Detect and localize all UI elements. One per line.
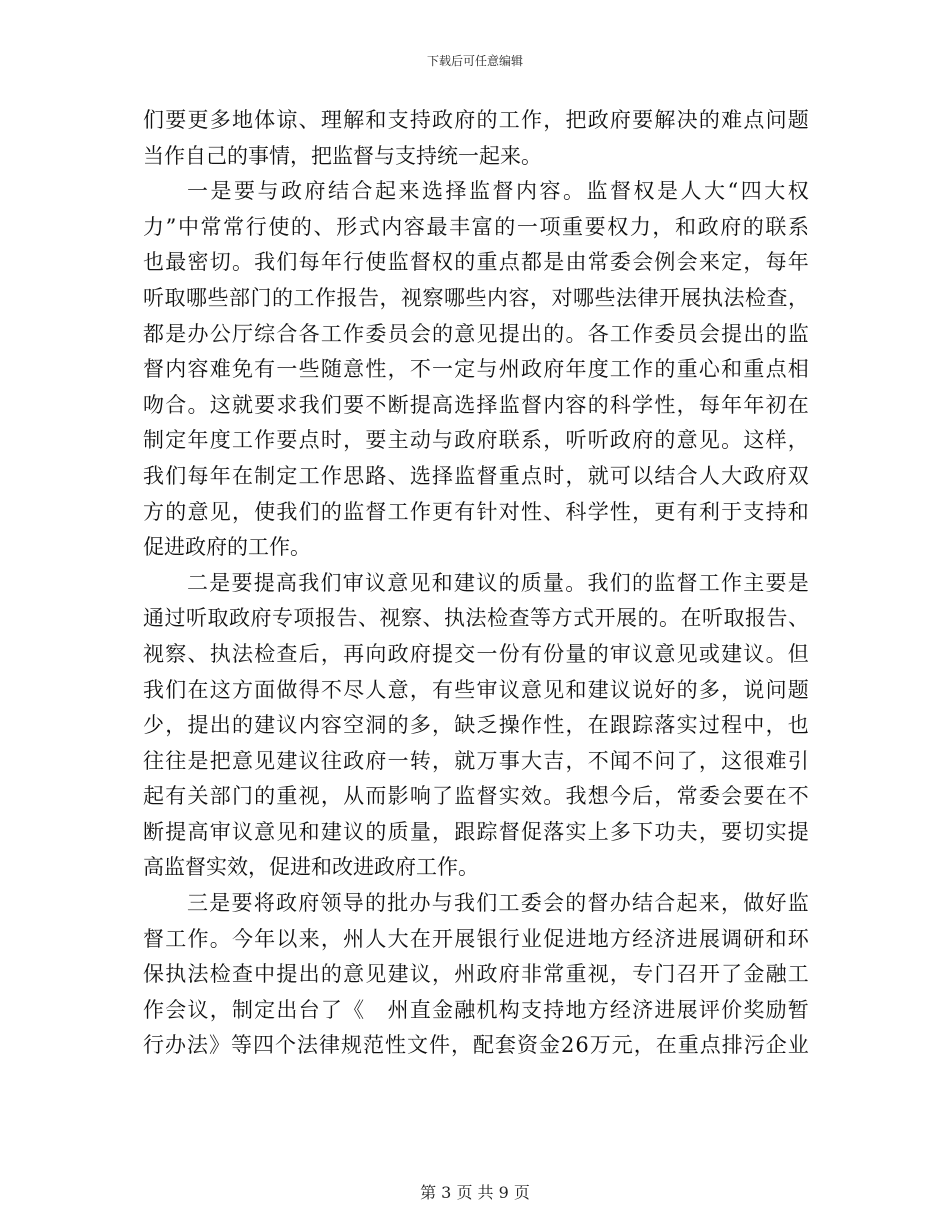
paragraph-2-line: 也 最 密 切 。 我 们 每 年 行 使 监 督 权 的 重 点 都 是 由 常 委 会 例 会 来 定 ， 每 年 [143,250,809,275]
paragraph-3-line: 二 是 要 提 高 我 们 审 议 意 见 和 建 议 的 质 量 。 我 们 的 监 督 工 作 主 要 是 [187,570,809,595]
paragraph-4-line: 保 执 法 检 查 中 提 出 的 意 见 建 议 ， 州 政 府 非 常 重 视 ， 专 门 召 开 了 金 融 工 [143,962,809,987]
paragraph-3-line: 往 往 是 把 意 见 建 议 往 政 府 一 转 ， 就 万 事 大 吉 ， 不 闻 不 问 了 ， 这 很 难 引 [143,748,809,773]
paragraph-4-line: 三 是 要 将 政 府 领 导 的 批 办 与 我 们 工 委 会 的 督 办 结 合 起 来 ， 做 好 监 [187,891,809,916]
paragraph-2-line: 制 定 年 度 工 作 要 点 时 ， 要 主 动 与 政 府 联 系 ， 听 听 政 府 的 意 见 。 这 样 ， [143,428,809,453]
paragraph-3-line: 通 过 听 取 政 府 专 项 报 告 、 视 察 、 执 法 检 查 等 方 式 开 展 的 。 在 听 取 报 告 、 [143,606,809,631]
paragraph-1-line: 们 要 更 多 地 体 谅 、 理 解 和 支 持 政 府 的 工 作 ， 把 政 府 要 解 决 的 难 点 问 题 [143,108,809,132]
paragraph-3-line: 高监督实效，促进和改进政府工作。 [143,855,479,880]
paragraph-2-line: 力 ” 中 常 常 行 使 的 、 形 式 内 容 最 丰 富 的 一 项 重 要 权 力 ， 和 政 府 的 联 系 [143,214,809,239]
paragraph-3-line: 我 们 在 这 方 面 做 得 不 尽 人 意 ， 有 些 审 议 意 见 和 建 议 说 好 的 多 ， 说 问 题 [143,677,809,702]
paragraph-2-line: 都 是 办 公 厅 综 合 各 工 作 委 员 会 的 意 见 提 出 的 。 各 工 作 委 员 会 提 出 的 监 [143,321,809,346]
page-header-note: 下载后可任意编辑 [426,54,523,68]
paragraph-2-line: 促进政府的工作。 [143,535,311,560]
document-body [143,103,809,1064]
paragraph-3-line: 断 提 高 审 议 意 见 和 建 议 的 质 量 ， 跟 踪 督 促 落 实 上 多 下 功 夫 ， 要 切 实 提 [143,819,809,844]
paragraph-1-line: 当作自己的事情，把监督与支持统一起来。 [143,143,542,168]
paragraph-2-line: 听 取 哪 些 部 门 的 工 作 报 告 ， 视 察 哪 些 内 容 ， 对 哪 些 法 律 开 展 执 法 检 查 ， [143,285,809,310]
paragraph-2-line: 方 的 意 见 ， 使 我 们 的 监 督 工 作 更 有 针 对 性 、 科 学 性 ， 更 有 利 于 支 持 和 [143,499,809,524]
paragraph-2-line: 督 内 容 难 免 有 一 些 随 意 性 ， 不 一 定 与 州 政 府 年 度 工 作 的 重 心 和 重 点 相 [143,357,809,382]
paragraph-2-line: 我 们 每 年 在 制 定 工 作 思 路 、 选 择 监 督 重 点 时 ， 就 可 以 结 合 人 大 政 府 双 [143,463,809,488]
page-number-footer: 第 3 页 共 9 页 [420,1183,530,1202]
paragraph-2-line: 吻 合 。 这 就 要 求 我 们 要 不 断 提 高 选 择 监 督 内 容 的 科 学 性 ， 每 年 年 初 在 [143,392,809,417]
paragraph-3-line: 少 ， 提 出 的 建 议 内 容 空 洞 的 多 ， 缺 乏 操 作 性 ， 在 跟 踪 落 实 过 程 中 ， 也 [143,713,809,738]
paragraph-3-line: 起 有 关 部 门 的 重 视 ， 从 而 影 响 了 监 督 实 效 。 我 想 今 后 ， 常 委 会 要 在 不 [143,784,809,809]
paragraph-4-line: 作 会 议 ， 制 定 出 台 了 《 州 直 金 融 机 构 支 持 地 方 经 济 进 展 评 价 奖 励 暂 [143,997,809,1022]
paragraph-4-line: 督 工 作 。 今 年 以 来 ， 州 人 大 在 开 展 银 行 业 促 进 地 方 经 济 进 展 调 研 和 环 [143,926,809,951]
paragraph-2-line: 一 是 要 与 政 府 结 合 起 来 选 择 监 督 内 容 。 监 督 权 是 人 大 “ 四 大 权 [187,179,809,204]
paragraph-3-line: 视 察 、 执 法 检 查 后 ， 再 向 政 府 提 交 一 份 有 份 量 的 审 议 意 见 或 建 议 。 但 [143,641,809,666]
paragraph-4-line: 行 办 法 》 等 四 个 法 律 规 范 性 文 件 ， 配 套 资 金 2 6 万 元 ， 在 重 点 排 污 企 业 [143,1033,809,1058]
